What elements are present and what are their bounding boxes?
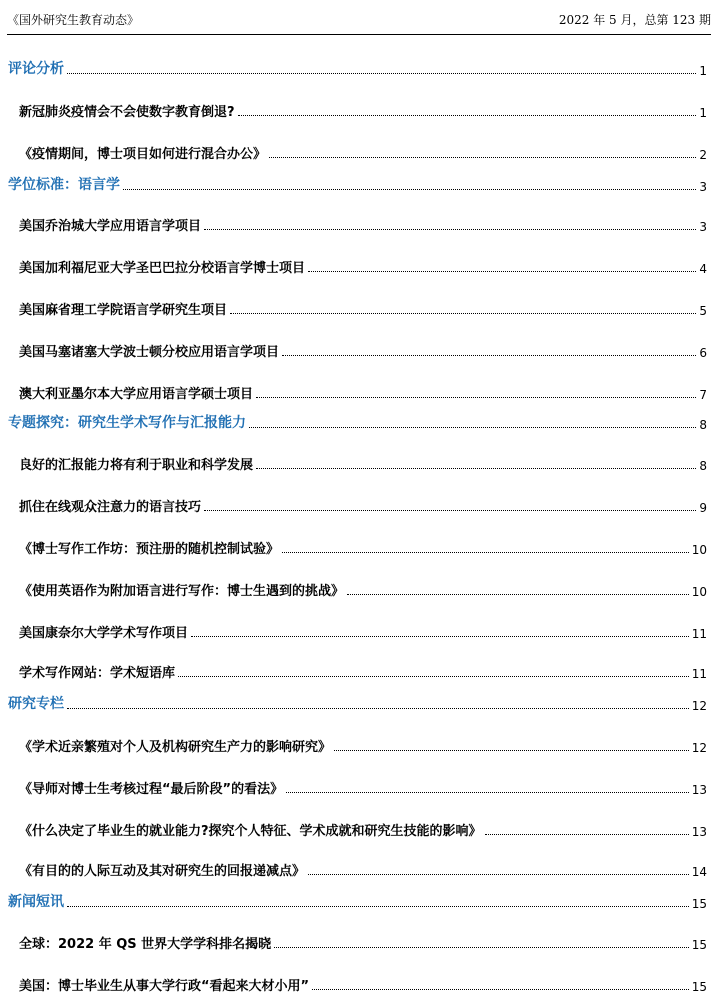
toc-page-number: 11 bbox=[691, 667, 707, 681]
toc-entry[interactable] bbox=[19, 777, 707, 797]
toc-title: 《疫情期间，博士项目如何进行混合办公》 bbox=[19, 147, 267, 162]
toc-page-number: 8 bbox=[699, 459, 707, 473]
toc-entry[interactable] bbox=[19, 859, 707, 879]
toc-title: 全球：2022 年 QS 世界大学学科排名揭晓 bbox=[19, 937, 272, 952]
dot-leader bbox=[204, 509, 696, 511]
dot-leader bbox=[191, 635, 689, 637]
toc-page-number: 1 bbox=[699, 106, 707, 120]
toc-entry[interactable] bbox=[19, 621, 707, 641]
toc-page-number: 15 bbox=[691, 980, 707, 994]
dot-leader bbox=[485, 833, 689, 835]
toc-title: 专题探究：研究生学术写作与汇报能力 bbox=[8, 415, 246, 431]
toc-entry[interactable] bbox=[19, 974, 707, 994]
toc-title: 《什么决定了毕业生的就业能力?探究个人特征、学术成就和研究生技能的影响》 bbox=[19, 824, 482, 839]
toc-page-number: 15 bbox=[691, 938, 707, 952]
toc-entry[interactable] bbox=[19, 661, 707, 681]
toc-page-number: 7 bbox=[699, 388, 707, 402]
dot-leader bbox=[230, 312, 696, 314]
toc-page-number: 9 bbox=[699, 501, 707, 515]
toc-page-number: 12 bbox=[691, 699, 707, 713]
toc-title: 评论分析 bbox=[8, 61, 64, 77]
journal-title: 《国外研究生教育动态》 bbox=[7, 13, 140, 27]
toc-section[interactable] bbox=[8, 891, 707, 911]
toc-entry[interactable] bbox=[19, 579, 707, 599]
toc-page-number: 13 bbox=[691, 783, 707, 797]
dot-leader bbox=[286, 791, 689, 793]
toc-page-number: 11 bbox=[691, 627, 707, 641]
toc-page-number: 5 bbox=[699, 304, 707, 318]
toc-entry[interactable] bbox=[19, 100, 707, 120]
toc-title: 研究专栏 bbox=[8, 696, 64, 712]
toc-title: 新闻短讯 bbox=[8, 894, 64, 910]
running-header bbox=[7, 0, 711, 35]
toc-title: 美国康奈尔大学学术写作项目 bbox=[19, 626, 189, 641]
toc-title: 美国乔治城大学应用语言学项目 bbox=[19, 219, 202, 234]
toc-page-number: 10 bbox=[691, 543, 707, 557]
toc-title: 美国：博士毕业生从事大学行政“看起来大材小用” bbox=[19, 979, 310, 994]
toc-entry[interactable] bbox=[19, 142, 707, 162]
dot-leader bbox=[334, 749, 689, 751]
dot-leader bbox=[312, 988, 689, 990]
toc-title: 《博士写作工作坊：预注册的随机控制试验》 bbox=[19, 542, 280, 557]
toc-title: 抓住在线观众注意力的语言技巧 bbox=[19, 500, 202, 515]
toc-page-number: 3 bbox=[699, 180, 707, 194]
toc-entry[interactable] bbox=[19, 932, 707, 952]
toc-entry[interactable] bbox=[19, 495, 707, 515]
toc-title: 美国马塞诸塞大学波士顿分校应用语言学项目 bbox=[19, 345, 280, 360]
toc-title: 《导师对博士生考核过程“最后阶段”的看法》 bbox=[19, 782, 284, 797]
dot-leader bbox=[282, 354, 696, 356]
dot-leader bbox=[238, 114, 697, 116]
dot-leader bbox=[249, 426, 696, 428]
toc-page-number: 8 bbox=[699, 418, 707, 432]
toc-section[interactable] bbox=[8, 58, 707, 78]
dot-leader bbox=[123, 188, 696, 190]
toc-entry[interactable] bbox=[19, 298, 707, 318]
toc-entry[interactable] bbox=[19, 453, 707, 473]
toc-page-number: 4 bbox=[699, 262, 707, 276]
toc-title: 美国麻省理工学院语言学研究生项目 bbox=[19, 303, 228, 318]
dot-leader bbox=[67, 905, 689, 907]
dot-leader bbox=[282, 551, 689, 553]
toc-entry[interactable] bbox=[19, 735, 707, 755]
toc-page-number: 3 bbox=[699, 220, 707, 234]
toc-title: 新冠肺炎疫情会不会使数字教育倒退? bbox=[19, 105, 235, 120]
toc-title: 《使用英语作为附加语言进行写作：博士生遇到的挑战》 bbox=[19, 584, 345, 599]
toc-title: 澳大利亚墨尔本大学应用语言学硕士项目 bbox=[19, 387, 254, 402]
dot-leader bbox=[274, 946, 689, 948]
toc-page-number: 13 bbox=[691, 825, 707, 839]
dot-leader bbox=[347, 593, 689, 595]
dot-leader bbox=[204, 228, 696, 230]
toc-entry[interactable] bbox=[19, 256, 707, 276]
dot-leader bbox=[256, 467, 696, 469]
toc-title: 《学术近亲繁殖对个人及机构研究生产力的影响研究》 bbox=[19, 740, 332, 755]
toc-entry[interactable] bbox=[19, 819, 707, 839]
issue-info: 2022 年 5 月，总第 123 期 bbox=[558, 13, 711, 27]
toc-section[interactable] bbox=[8, 412, 707, 432]
toc-entry[interactable] bbox=[19, 382, 707, 402]
dot-leader bbox=[308, 270, 696, 272]
dot-leader bbox=[308, 873, 689, 875]
dot-leader bbox=[67, 72, 696, 74]
toc-page-number: 1 bbox=[699, 64, 707, 78]
toc-title: 学位标准：语言学 bbox=[8, 177, 120, 193]
dot-leader bbox=[67, 707, 689, 709]
toc-title: 《有目的的人际互动及其对研究生的回报递减点》 bbox=[19, 864, 306, 879]
toc-page-number: 6 bbox=[699, 346, 707, 360]
toc-page-number: 2 bbox=[699, 148, 707, 162]
toc-entry[interactable] bbox=[19, 214, 707, 234]
toc-page-number: 15 bbox=[691, 897, 707, 911]
toc-title: 美国加利福尼亚大学圣巴巴拉分校语言学博士项目 bbox=[19, 261, 306, 276]
toc-section[interactable] bbox=[8, 693, 707, 713]
dot-leader bbox=[178, 675, 689, 677]
toc-page-number: 14 bbox=[691, 865, 707, 879]
toc-page-number: 10 bbox=[691, 585, 707, 599]
toc-title: 良好的汇报能力将有利于职业和科学发展 bbox=[19, 458, 254, 473]
toc-title: 学术写作网站：学术短语库 bbox=[19, 666, 176, 681]
toc-entry[interactable] bbox=[19, 340, 707, 360]
toc-section[interactable] bbox=[8, 174, 707, 194]
dot-leader bbox=[269, 156, 696, 158]
toc-page-number: 12 bbox=[691, 741, 707, 755]
dot-leader bbox=[256, 396, 696, 398]
toc-entry[interactable] bbox=[19, 537, 707, 557]
